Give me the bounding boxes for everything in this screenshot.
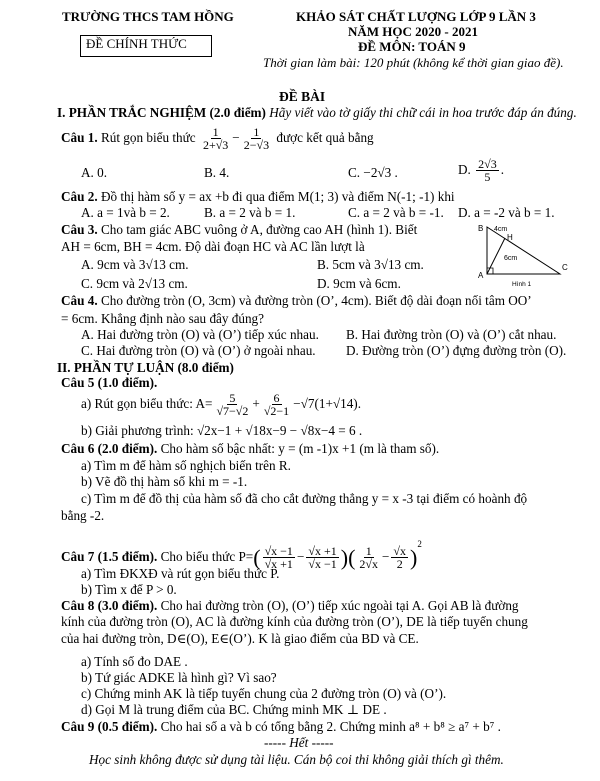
q6-part-c-2: bằng -2. [61,508,105,523]
fig-label-b: B [478,224,484,233]
q2-option-c: C. a = 2 và b = -1. [348,205,444,220]
q7-label: Câu 7 (1.5 điểm). [61,549,158,564]
q7-paren-open-1: ( [253,544,261,570]
q7-frac-2 [306,545,338,571]
q7-d2: √x −1 [308,557,337,572]
footer-note: Học sinh không được sử dụng tài liệu. Cán bộ coi thi không giải thích gì thêm. [89,752,504,767]
q3-option-c: C. 9cm và 2√13 cm. [81,276,188,291]
q6-stem [61,441,439,456]
q1-option-a: A. 0. [81,165,108,180]
q1-tail: được kết quả bằng [276,130,374,145]
part1-line [57,105,577,120]
q5-n1: 5 [229,390,236,405]
q1-option-d: D. $\frac{2√3}{5}$ . [458,156,505,185]
triangle-figure [472,220,582,292]
q7-paren-open-2: ( [348,544,356,570]
q1-option-c: C. −2√3 . [348,165,398,180]
time-note: Thời gian làm bài: 120 phút (không kể thời gian giao đề). [263,55,564,70]
q6-text: Cho hàm số bậc nhất: y = (m -1)x +1 (m là tham số). [157,441,440,456]
q1-den-1: 2+√3 [202,138,229,153]
fig-label-h: H [507,233,513,242]
q4-option-d: D. Đường tròn (O’) đựng đường tròn (O). [346,343,567,358]
q6-part-a: a) Tìm m để hàm số nghịch biến trên R. [81,458,291,473]
q4-line1: Cho đường tròn (O, 3cm) và đường tròn (O’, 4cm). Biết độ dài đoạn nối tâm OO’ [97,293,532,308]
q7-stem: Câu 7 (1.5 điểm). Cho biểu thức P=( $\frac{√x -1}{√x +1}$ − $\frac{√x +1}{√x -1}$ )( $\frac{1}{2√x}$ − $\frac{√x}{2}$ )$^2$ [61,539,422,572]
q7-n3: 1 [365,543,372,558]
q8-part-a: a) Tính số đo DAE . [81,654,188,669]
school-year: NĂM HỌC 2020 - 2021 [348,24,478,39]
q5-frac-2 [262,392,291,418]
q1-fraction-1 [201,126,230,152]
q3-option-a: A. 9cm và 3√13 cm. [81,257,189,272]
q3-label: Câu 3. [61,222,98,237]
q9-label: Câu 9 (0.5 điểm). [61,719,158,734]
q2-option-b: B. a = 2 và b = 1. [204,205,296,220]
q3-option-b: B. 5cm và 3√13 cm. [317,257,424,272]
fig-bh: 4cm [494,226,508,233]
end-marker: ----- Hết ----- [264,735,334,750]
fig-ah: 6cm [504,255,518,262]
q2-option-a: A. a = 1và b = 2. [81,205,170,220]
exam-heading: ĐỀ BÀI [279,89,326,104]
part1-heading: I. PHẦN TRẮC NGHIỆM (2.0 điểm) [57,105,266,120]
q3-stem-1 [61,222,417,237]
q7-d1: √x +1 [264,557,293,572]
q1-num-2: 1 [253,124,260,139]
q2-stem [61,189,455,204]
q7-n2: √x +1 [308,543,337,558]
exam-title: KHẢO SÁT CHẤT LƯỢNG LỚP 9 LẦN 3 [296,9,536,24]
q3-stem-2: AH = 6cm, BH = 4cm. Độ dài đoạn HC và AC lần lượt là [61,239,365,254]
q2-text: Đồ thị hàm số y = ax +b đi qua điểm M(1; 3) và điểm N(-1; -1) khi [97,189,455,204]
q4-option-a: A. Hai đường tròn (O) và (O’) tiếp xúc nhau. [81,327,319,342]
triangle-abc [487,227,560,274]
q5-d2: √2−1 [263,404,290,419]
fig-label-c: C [562,263,568,272]
q5-n2: 6 [273,390,280,405]
q4-stem-1 [61,293,532,308]
q8-part-b: b) Tứ giác ADKE là hình gì? Vì sao? [81,670,277,685]
q7-d4: 2 [396,557,403,572]
q1-den-2: 2−√3 [243,138,270,153]
q4-option-c: C. Hai đường tròn (O) và (O’) ở ngoài nhau. [81,343,316,358]
q1-text: Rút gọn biểu thức [97,130,196,145]
q6-part-b: b) Vẽ đồ thị hàm số khi m = -1. [81,474,248,489]
q3-line1: Cho tam giác ABC vuông ở A, đường cao AH (hình 1). Biết [97,222,418,237]
q8-line1: Cho hai đường tròn (O), (O’) tiếp xúc ngoài tại A. Gọi AB là đường [157,598,519,613]
official-label: ĐỀ CHÍNH THỨC [86,36,187,51]
q7-exponent: 2 [417,539,422,549]
q5-a-text: a) Rút gọn biểu thức: A= [81,396,213,411]
q8-part-c: c) Chứng minh AK là tiếp tuyến chung của 2 đường tròn (O) và (O’). [81,686,447,701]
part1-instruction: Hãy viết vào tờ giấy thi chữ cái in hoa trước đáp án đúng. [265,105,577,120]
q7-n4: √x [393,543,407,558]
q6-part-c-1: c) Tìm m để đồ thị của hàm số đã cho cắt đường thẳng y = x -3 tại điểm có hoành độ [81,491,528,506]
q1-label: Câu 1. [61,130,98,145]
subject: ĐỀ MÔN: TOÁN 9 [358,39,466,54]
q7-frac-3 [357,545,380,571]
q1-num-1: 1 [212,124,219,139]
q1-d-den: 5 [484,170,491,185]
q8-label: Câu 8 (3.0 điểm). [61,598,158,613]
altitude-ah [487,238,505,274]
q1-d-num: 2√3 [478,156,497,171]
q5-part-a: a) Rút gọn biểu thức: A= $\frac{5}{√7-√2}$ + $\frac{6}{√2-1}$ −√7(1+√14). [81,390,361,419]
q6-label: Câu 6 (2.0 điểm). [61,441,158,456]
fig-label-a: A [478,271,484,280]
q4-stem-2: = 6cm. Khẳng định nào sau đây đúng? [61,311,265,326]
q3-option-d: D. 9cm và 6cm. [317,276,401,291]
q7-paren-close-2: ) [410,544,418,570]
q1-stem: Câu 1. Rút gọn biểu thức $\frac{1}{2+√3}$ − $\frac{1}{2-√3}$ được kết quả bằng [61,124,374,153]
q2-label: Câu 2. [61,189,98,204]
q7-text: Cho biểu thức P= [157,549,254,564]
q1-option-b: B. 4. [204,165,230,180]
q8-stem-3: của hai đường tròn, D∈(O), E∈(O’). K là giao điểm của BD và CE. [61,631,419,646]
q5-a-tail: −√7(1+√14). [293,396,361,411]
q5-label: Câu 5 (1.0 điểm). [61,375,158,390]
q8-part-d: d) Gọi M là trung điểm của BC. Chứng minh MK ⊥ DE . [81,702,387,717]
q7-part-b: b) Tìm x để P > 0. [81,582,177,597]
q7-n1: √x −1 [264,543,293,558]
q7-part-a: a) Tìm ĐKXĐ và rút gọn biểu thức P. [81,566,280,581]
q5-part-b: b) Giải phương trình: √2x−1 + √18x−9 − √8x−4 = 6 . [81,423,363,438]
q7-paren-close-1: ) [340,544,349,570]
fig-caption: Hình 1 [512,281,532,288]
q9-stem [61,719,501,734]
q5-d1: √7−√2 [216,404,249,419]
q7-frac-4 [391,545,408,571]
q8-stem-1 [61,598,519,613]
school-name: TRƯỜNG THCS TAM HỒNG [62,9,234,24]
q4-label: Câu 4. [61,293,98,308]
q7-d3: 2√x [359,557,378,572]
q5-frac-1 [214,392,250,418]
q4-option-b: B. Hai đường tròn (O) và (O’) cắt nhau. [346,327,557,342]
q8-stem-2: kính của đường tròn (O), AC là đường kính của đường tròn (O’), DE là tiếp tuyến chung [61,614,528,629]
q1-d-fraction [476,158,499,184]
q1-fraction-2 [242,126,271,152]
part2-heading: II. PHẦN TỰ LUẬN (8.0 điểm) [57,360,234,375]
q2-option-d: D. a = -2 và b = 1. [458,205,555,220]
q9-text: Cho hai số a và b có tổng bằng 2. Chứng minh a⁸ + b⁸ ≥ a⁷ + b⁷ . [157,719,501,734]
q1-d-label: D. [458,162,471,177]
